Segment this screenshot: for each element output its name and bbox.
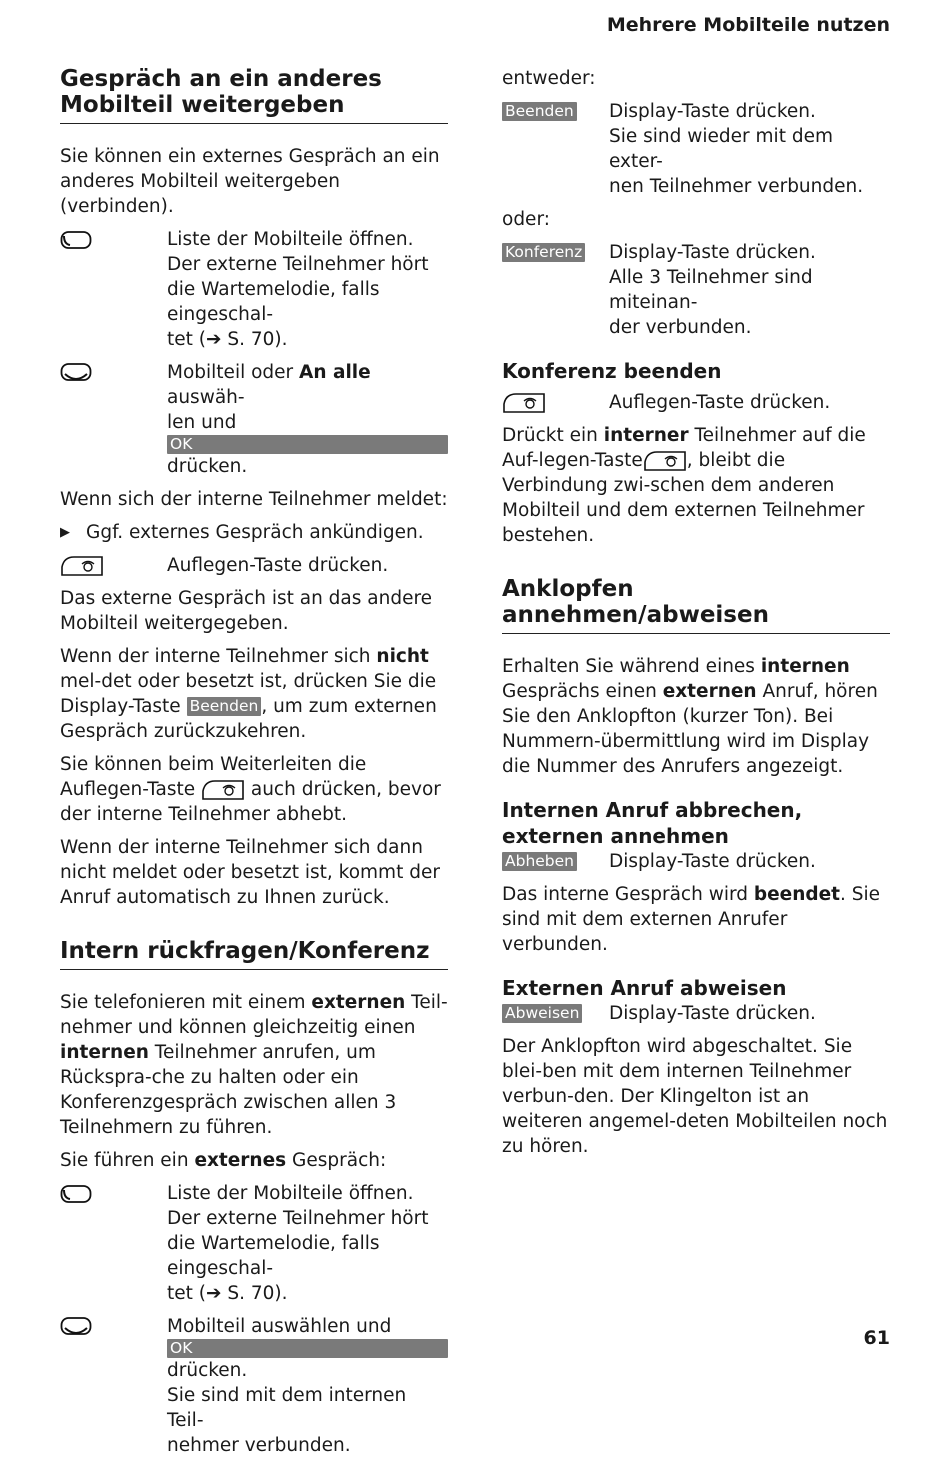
ok-softkey: OK (167, 1339, 448, 1358)
running-title: Mehrere Mobilteile nutzen (606, 14, 890, 36)
step-open-list (60, 227, 448, 352)
step-text: Der externe Teilnehmer hört die Wartemelodie, falls eingeschal- (167, 254, 429, 325)
triangle-bullet-icon: ▶ (60, 525, 70, 540)
paragraph: Wenn sich der interne Teilnehmer meldet: (60, 489, 448, 510)
step-open-list-2 (60, 1181, 448, 1306)
end-call-key-icon (201, 779, 245, 801)
paragraph: Das interne Gespräch wird beendet. Sie sind mit dem externen Anrufer verbunden. (502, 884, 881, 955)
step-text: Sie sind wieder mit dem exter- (609, 126, 833, 172)
step-text: Display-Taste drücken. (609, 1003, 816, 1024)
step-text: Liste der Mobilteile öffnen. (167, 1183, 414, 1204)
step-beenden (502, 99, 890, 199)
step-text: nehmer verbunden. (167, 1435, 351, 1456)
paragraph: Erhalten Sie während eines internen Gesprächs einen externen Anruf, hören Sie den Anklopfton (kurzer Ton). Bei Nummern-übermittlung wird im Display die Nummer des Anrufers angezeigt. (502, 656, 878, 777)
beenden-softkey: Beenden (187, 697, 262, 716)
step-select-handset-2 (60, 1314, 448, 1458)
section-heading-konferenz: Intern rückfragen/Konferenz (60, 938, 448, 970)
left-column (60, 66, 448, 1466)
step-select-handset (60, 360, 448, 479)
step-text: Auflegen-Taste drücken. (167, 555, 389, 576)
step-text: len und OK drücken. (167, 410, 448, 479)
bullet-item: ▶ Ggf. externes Gespräch ankündigen. (60, 522, 424, 543)
paragraph: Das externe Gespräch ist an das andere Mobilteil weitergegeben. (60, 588, 433, 634)
control-key-left-icon (60, 1184, 92, 1204)
step-text: tet (➔ S. 70). (167, 329, 288, 350)
paragraph: Sie telefonieren mit einem externen Teil-nehmer und können gleichzeitig einen internen Teilnehmer anrufen, um Rückspra-che zu halten oder ein Konferenzgespräch zwischen allen 3 Teilnehmern zu führen. (60, 992, 448, 1138)
arrow-right-icon: ➔ (206, 329, 228, 350)
control-key-down-icon (60, 1316, 92, 1338)
step-text: tet (➔ S. 70). (167, 1283, 288, 1304)
paragraph: Sie können beim Weiterleiten die Auflegen-Taste auch drücken, bevor der interne Teilnehmer abhebt. (60, 754, 441, 825)
paragraph: Wenn der interne Teilnehmer sich nicht mel-det oder besetzt ist, drücken Sie die Display-Taste Beenden , um zum externen Gespräch zurückzukehren. (60, 646, 437, 742)
step-abheben (502, 849, 890, 874)
step-text: Display-Taste drücken. (609, 851, 816, 872)
beenden-softkey: Beenden (502, 102, 577, 121)
arrow-right-icon: ➔ (206, 1283, 228, 1304)
step-hang-up (502, 390, 890, 415)
page-number: 61 (863, 1327, 890, 1349)
step-text: nen Teilnehmer verbunden. (609, 176, 864, 197)
control-key-down-icon (60, 362, 92, 384)
step-text: Display-Taste drücken. (609, 101, 816, 122)
control-key-left-icon (60, 230, 92, 250)
step-text: Mobilteil auswählen und OK (167, 1314, 448, 1358)
step-text: Display-Taste drücken. (609, 242, 816, 263)
step-abweisen (502, 1001, 890, 1026)
paragraph: Sie führen ein externes Gespräch: (60, 1150, 387, 1171)
paragraph: Der Anklopfton wird abgeschaltet. Sie blei-ben mit dem internen Teilnehmer verbun-den. Der Klingelton ist an weiteren angemel-deten Mobilteilen noch zu hören. (502, 1036, 888, 1157)
subheading-konferenz-beenden: Konferenz beenden (502, 359, 722, 383)
paragraph: Drückt ein interner Teilnehmer auf die Auf-legen-Taste , bleibt die Verbindung zwi-schen dem anderen Mobilteil und dem externen Teilnehmer bestehen. (502, 425, 866, 546)
paragraph: oder: (502, 209, 550, 230)
step-text: Sie sind mit dem internen Teil- (167, 1385, 407, 1431)
step-text: drücken. (167, 1360, 248, 1381)
step-hang-up (60, 553, 448, 578)
step-text: Alle 3 Teilnehmer sind miteinan- (609, 267, 813, 313)
end-call-key-icon (60, 555, 104, 577)
step-text: Liste der Mobilteile öffnen. (167, 229, 414, 250)
end-call-key-icon (643, 450, 687, 472)
subheading-abweisen: Externen Anruf abweisen (502, 976, 787, 1000)
abweisen-softkey: Abweisen (502, 1004, 582, 1023)
right-column (502, 66, 890, 1167)
section-heading-anklopfen: Anklopfen annehmen/abweisen (502, 576, 890, 634)
ok-softkey: OK (167, 435, 448, 454)
paragraph-intro: Sie können ein externes Gespräch an ein anderes Mobilteil weitergeben (verbinden). (60, 146, 440, 217)
section-heading-weitergeben: Gespräch an ein anderes Mobilteil weitergeben (60, 66, 448, 124)
paragraph: Wenn der interne Teilnehmer sich dann nicht meldet oder besetzt ist, kommt der Anruf automatisch zu Ihnen zurück. (60, 837, 440, 908)
step-text: Der externe Teilnehmer hört die Wartemelodie, falls eingeschal- (167, 1208, 429, 1279)
end-call-key-icon (502, 392, 546, 414)
subheading-intern-abbrechen: Internen Anruf abbrechen, externen annehmen (502, 798, 803, 848)
abheben-softkey: Abheben (502, 852, 577, 871)
step-konferenz (502, 240, 890, 340)
paragraph: entweder: (502, 68, 596, 89)
konferenz-softkey: Konferenz (502, 243, 585, 262)
step-text: Auflegen-Taste drücken. (609, 392, 831, 413)
step-text: Mobilteil oder An alle auswäh- (167, 362, 371, 408)
step-text: der verbunden. (609, 317, 752, 338)
